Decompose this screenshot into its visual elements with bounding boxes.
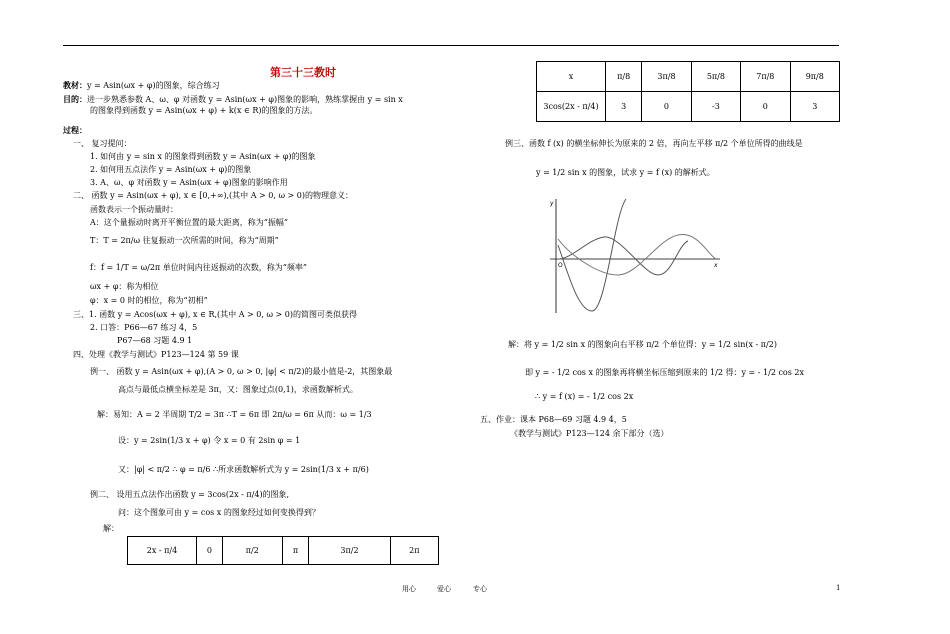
table-row: [128, 537, 439, 565]
goal-text-2: 的图象得到函数 y = Asin(ωx + φ) + k(x ∈ R)的图象的方法。: [90, 106, 318, 115]
table-cell: 0: [197, 537, 223, 565]
goal-label: 目的：: [63, 94, 87, 104]
left-line: 2. 如何用五点法作 y = Asin(ωx + φ)的图象: [90, 165, 252, 174]
table-cell: 3π/2: [309, 537, 390, 565]
table-cell: x: [537, 62, 606, 92]
table-cell: 3: [790, 92, 839, 122]
left-line: 函数表示一个振动量时：: [90, 205, 178, 214]
left-line: 又：|φ| < π/2 ∴ φ = π/6 ∴所求函数解析式为 y = 2sin(1/3 x + π/6): [118, 465, 369, 474]
table-row: [537, 62, 840, 92]
graph-x-label: x: [714, 262, 718, 269]
graph-y-label: y: [550, 200, 554, 207]
table-cell: 0: [642, 92, 691, 122]
sine-cosine-graph: [548, 195, 724, 315]
table-cell: π: [282, 537, 309, 565]
left-line: 三、1. 函数 y = Acos(ωx + φ), x ∈ R,(其中 A > 0, ω > 0)的简图可类似获得: [73, 310, 357, 319]
left-line: 解：易知：A = 2 半周期 T/2 = 3π ∴T = 6π 即 2π/ω = 6π 从而：ω = 1/3: [97, 410, 372, 419]
left-line: 1. 如何由 y = sin x 的图象得到函数 y = Asin(ωx + φ)的图象: [90, 152, 316, 161]
graph-origin-label: O: [558, 262, 563, 269]
left-line: 高点与最低点横坐标差是 3π，又：图象过点(0,1)，求函数解析式。: [118, 385, 358, 394]
left-line: P67—68 习题 4.9 1: [117, 336, 193, 345]
table-cell: 2π: [390, 537, 438, 565]
goal-text-1: 进一步熟悉参数 A、ω、φ 对函数 y = Asin(ωx + φ)图象的影响，熟练掌握由 y = sin x: [87, 95, 403, 104]
left-line: f：f = 1/T = ω/2π 单位时间内往返振动的次数，称为“频率”: [90, 263, 307, 272]
table-cell: π/2: [222, 537, 282, 565]
table-cell: 9π/8: [790, 62, 839, 92]
left-line: 例一、 函数 y = Asin(ωx + φ),(A > 0, ω > 0, |φ| < π/2)的最小值是-2，其图象最: [90, 367, 393, 376]
left-line: 四、处理《教学与测试》P123—124 第 59 课: [73, 350, 239, 359]
right-line: 解：将 y = 1/2 sin x 的图象向右平移 π/2 个单位得：y = 1/2 sin(x - π/2): [508, 340, 777, 349]
right-line: 例三、函数 f (x) 的横坐标伸长为原来的 2 倍，再向左平移 π/2 个单位所得的曲线是: [505, 139, 803, 148]
process-label: 过程：: [63, 125, 87, 135]
right-line: 即 y = - 1/2 cos x 的图象再将横坐标压缩到原来的 1/2 得：y = - 1/2 cos 2x: [525, 368, 804, 377]
right-line: y = 1/2 sin x 的图象，试求 y = f (x) 的解析式。: [536, 168, 715, 177]
right-line: 《教学与测试》P123—124 余下部分（选）: [510, 429, 669, 438]
five-point-table-2: [536, 61, 840, 122]
left-line: 例二、 设用五点法作出函数 y = 3cos(2x - π/4)的图象,: [90, 490, 290, 499]
page-number: 1: [836, 584, 841, 592]
left-line: A：这个量振动时离开平衡位置的最大距离，称为“振幅”: [90, 218, 288, 227]
footer-left: 用心: [402, 585, 416, 593]
left-line: 一、 复习提问：: [73, 139, 132, 148]
left-line: 二、 函数 y = Asin(ωx + φ), x ∈ [0,+∞),(其中 A > 0, ω > 0)的物理意义：: [73, 191, 353, 200]
goal-line-1: [63, 94, 403, 105]
right-line: 五、作业：课本 P68—69 习题 4.9 4，5: [480, 415, 627, 424]
table-cell: 3π/8: [642, 62, 691, 92]
left-line: 解：: [103, 524, 119, 533]
curve-half-cos: [558, 235, 716, 275]
table-row: [537, 92, 840, 122]
left-line: 3. A、ω、φ 对函数 y = Asin(ωx + φ)图象的影响作用: [90, 178, 288, 187]
table-cell: 3cos(2x - π/4): [537, 92, 606, 122]
table-cell: 0: [741, 92, 790, 122]
table-cell: -3: [691, 92, 740, 122]
table-cell: π/8: [606, 62, 642, 92]
left-line: φ：x = 0 时的相位，称为“初相”: [90, 296, 208, 305]
textbook-line: [63, 80, 220, 91]
table-cell: 2x - π/4: [128, 537, 197, 565]
footer-right: 专心: [473, 585, 487, 593]
left-line: 问：这个图象可由 y = cos x 的图象经过如何变换得到？: [118, 508, 320, 517]
left-line: 2. 口答：P66—67 练习 4，5: [90, 323, 198, 332]
textbook-text: y = Asin(ωx + φ)的图象，综合练习: [87, 81, 220, 90]
left-line: T：T = 2π/ω 往复振动一次所需的时间，称为“周期”: [90, 236, 279, 245]
page-title: 第三十三教时: [270, 66, 336, 79]
header-rule: [63, 45, 839, 46]
table-cell: 3: [606, 92, 642, 122]
table-cell: 7π/8: [741, 62, 790, 92]
table-cell: 5π/8: [691, 62, 740, 92]
left-line: ωx + φ：称为相位: [90, 282, 159, 291]
curve-cos-2x: [558, 199, 626, 311]
footer-mid: 爱心: [437, 585, 451, 593]
five-point-table-1: [127, 536, 439, 565]
left-line: 设：y = 2sin(1/3 x + φ) 令 x = 0 有 2sin φ = 1: [118, 436, 301, 445]
textbook-label: 教材：: [63, 80, 87, 90]
right-line: ∴ y = f (x) = - 1/2 cos 2x: [535, 392, 634, 401]
